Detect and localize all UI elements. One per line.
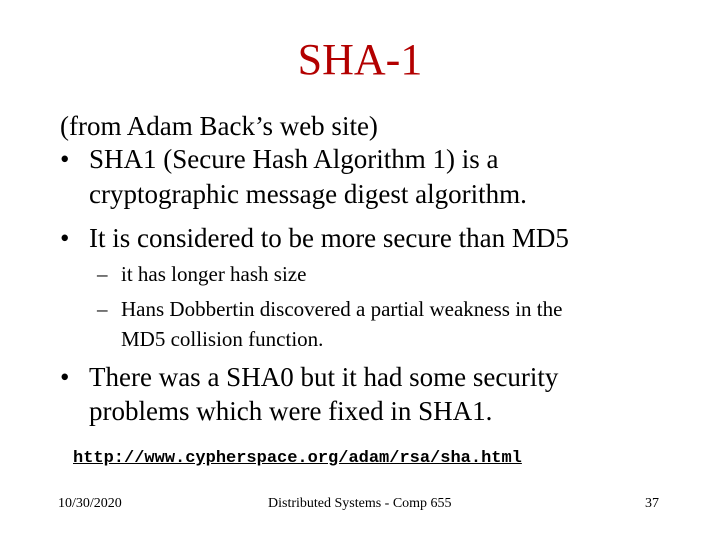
- sub-bullet-marker: –: [97, 297, 108, 321]
- bullet-text-line: cryptographic message digest algorithm.: [89, 179, 527, 209]
- footer-page-number: 37: [645, 496, 659, 511]
- intro-text: (from Adam Back’s web site): [60, 111, 378, 141]
- sub-bullet-text-line: Hans Dobbertin discovered a partial weakness in the: [121, 297, 563, 321]
- footer-course: Distributed Systems - Comp 655: [268, 496, 452, 511]
- slide-title: SHA-1: [297, 35, 423, 84]
- bullet-text-line: problems which were fixed in SHA1.: [89, 396, 493, 426]
- sub-bullet-text-line: it has longer hash size: [121, 262, 307, 286]
- bullet-text-line: There was a SHA0 but it had some security: [89, 362, 559, 392]
- sha-reference-link[interactable]: http://www.cypherspace.org/adam/rsa/sha.html: [73, 449, 522, 468]
- bullet-marker: •: [60, 362, 70, 392]
- sub-bullet-marker: –: [97, 262, 108, 286]
- bullet-text-line: SHA1 (Secure Hash Algorithm 1) is a: [89, 144, 499, 174]
- bullet-marker: •: [60, 223, 70, 253]
- sub-bullet-text-line: MD5 collision function.: [121, 327, 324, 351]
- bullet-text-line: It is considered to be more secure than MD5: [89, 223, 569, 253]
- footer-date: 10/30/2020: [58, 496, 122, 511]
- bullet-marker: •: [60, 144, 70, 174]
